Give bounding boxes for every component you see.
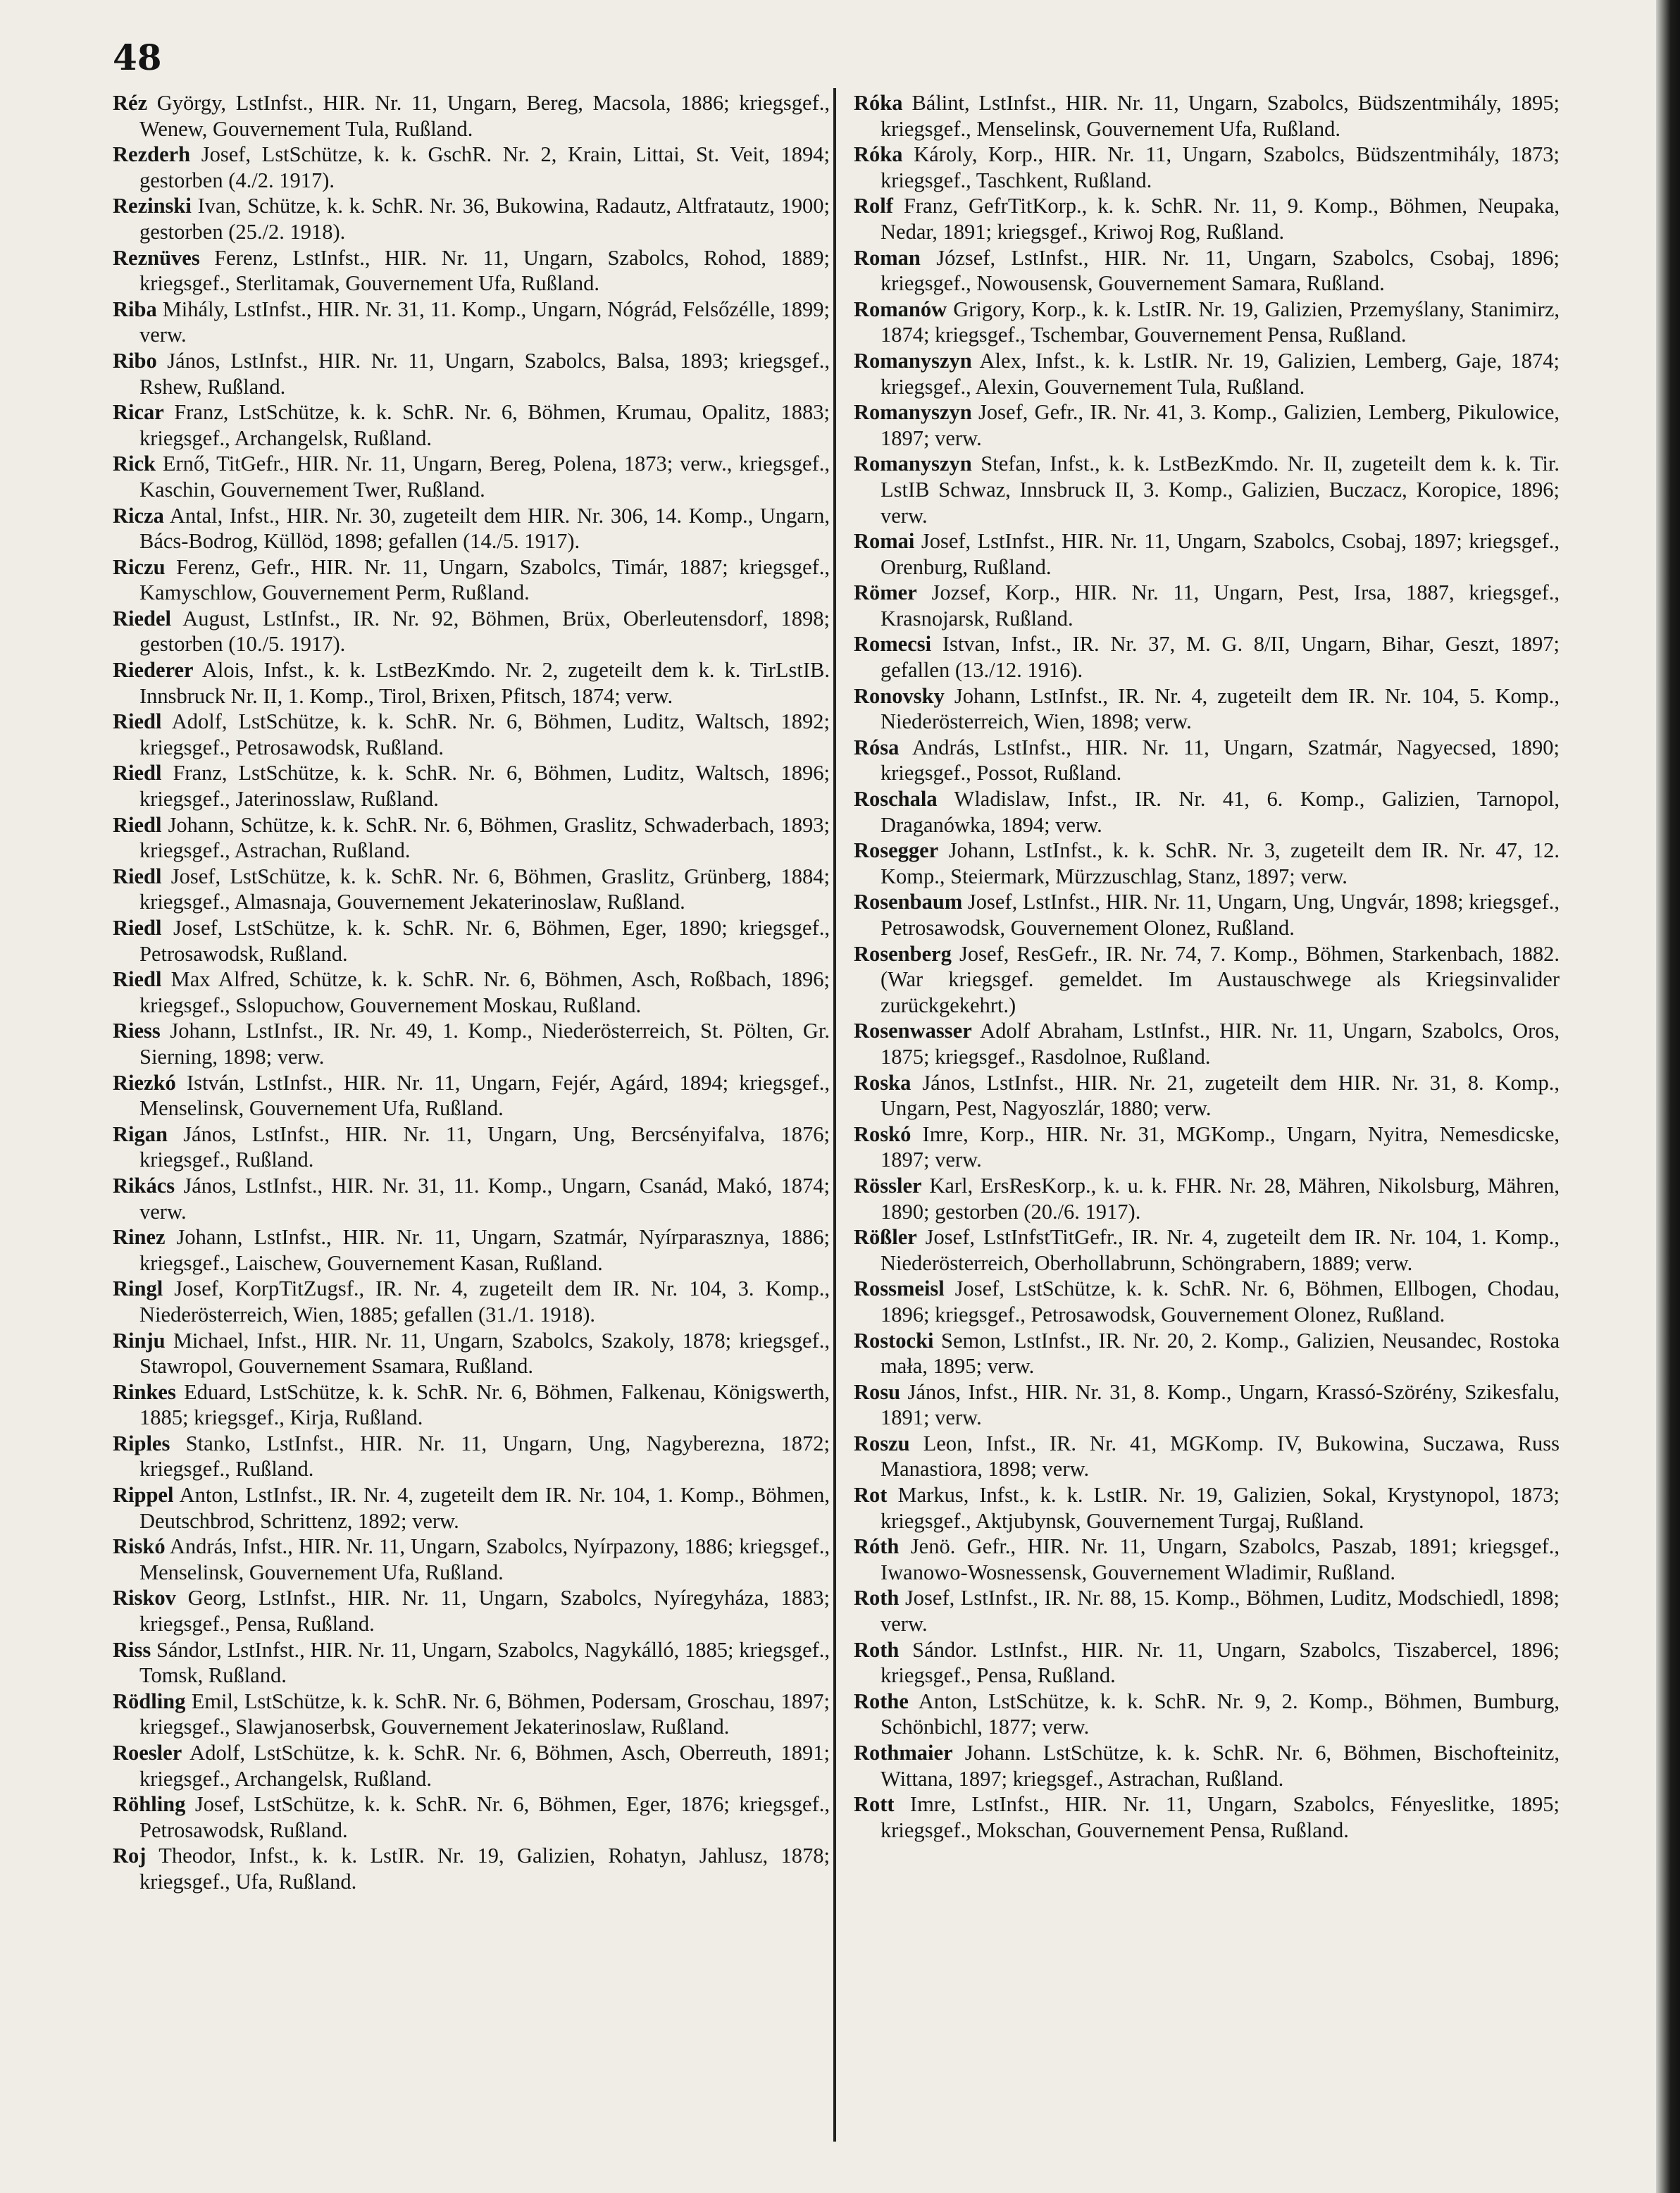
entry-details: András, Infst., HIR. Nr. 11, Ungarn, Szabolcs, Nyírpazony, 1886; kriegsgef., Menselinsk, Gouvernement Ufa, Rußland. (139, 1534, 830, 1584)
register-entry (113, 193, 830, 244)
register-entry (113, 864, 830, 915)
entry-details: Markus, Infst., k. k. LstIR. Nr. 19, Galizien, Sokal, Krystynopol, 1873; kriegsgef., Aktjubynsk, Gouvernement Turgaj, Rußland. (881, 1483, 1560, 1533)
register-entry (113, 1431, 830, 1482)
right-column (854, 90, 1560, 1843)
register-entry (113, 1843, 830, 1894)
entry-surname: Rigan (113, 1122, 168, 1146)
entry-surname: Riedl (113, 967, 162, 992)
entry-details: Imre, Korp., HIR. Nr. 31, MGKomp., Ungarn, Nyitra, Nemesdicske, 1897; verw. (881, 1122, 1560, 1172)
register-entry (113, 709, 830, 760)
entry-details: Josef, LstSchütze, k. k. SchR. Nr. 6, Böhmen, Eger, 1890; kriegsgef., Petrosawodsk, Rußland. (139, 916, 830, 966)
register-entry (854, 1018, 1560, 1069)
entry-details: Istvan, Infst., IR. Nr. 37, M. G. 8/II, Ungarn, Bihar, Geszt, 1897; gefallen (13./12. 1916). (881, 632, 1560, 683)
register-entry (113, 1585, 830, 1636)
entry-details: Johann, LstInfst., IR. Nr. 49, 1. Komp., Niederösterreich, St. Pölten, Gr. Sierning, 1898; verw. (139, 1019, 830, 1069)
register-entry (854, 838, 1560, 889)
entry-surname: Riczu (113, 554, 166, 579)
register-entry (113, 1070, 830, 1122)
entry-details: Josef, LstSchütze, k. k. SchR. Nr. 6, Böhmen, Ellbogen, Chodau, 1896; kriegsgef., Petrosawodsk, Gouvernement Olonez, Rußland. (881, 1276, 1560, 1327)
entry-surname: Riedl (113, 761, 162, 785)
entry-details: Jenö. Gefr., HIR. Nr. 11, Ungarn, Szabolcs, Paszab, 1891; kriegsgef., Iwanowo-Wosnessensk, Gouvernement Wladimir, Rußland. (881, 1534, 1560, 1584)
entry-surname: Reznüves (113, 245, 200, 270)
entry-details: Ernő, TitGefr., HIR. Nr. 11, Ungarn, Bereg, Polena, 1873; verw., kriegsgef., Kaschin, Gouvernement Twer, Rußland. (139, 452, 830, 502)
entry-surname: Rezinski (113, 194, 192, 218)
entry-details: Ferenz, Gefr., HIR. Nr. 11, Ungarn, Szabolcs, Timár, 1887; kriegsgef., Kamyschlow, Gouvernement Perm, Rußland. (139, 554, 830, 605)
entry-surname: Riess (113, 1019, 161, 1043)
register-entry (854, 451, 1560, 528)
register-entry (113, 297, 830, 348)
entry-surname: Ringl (113, 1276, 163, 1301)
entry-details: Anton, LstSchütze, k. k. SchR. Nr. 9, 2. Komp., Böhmen, Bumburg, Schönbichl, 1877; verw. (881, 1689, 1560, 1739)
entry-details: Ivan, Schütze, k. k. SchR. Nr. 36, Bukowina, Radautz, Altfratautz, 1900; gestorben (25./2. 1918). (139, 194, 830, 244)
entry-surname: Riederer (113, 658, 194, 683)
entry-surname: Romanyszyn (854, 348, 972, 373)
register-entry (113, 1379, 830, 1431)
entry-details: Mihály, LstInfst., HIR. Nr. 31, 11. Komp., Ungarn, Nógrád, Felsőzélle, 1899; verw. (139, 297, 830, 347)
entry-details: József, LstInfst., HIR. Nr. 11, Ungarn, Szabolcs, Csobaj, 1896; kriegsgef., Nowousensk, Gouvernement Samara, Rußland. (881, 245, 1560, 296)
entry-details: Stefan, Infst., k. k. LstBezKmdo. Nr. II, zugeteilt dem k. k. Tir. LstIB Schwaz, Innsbruck II, 3. Komp., Galizien, Buczacz, Koropice, 1896; verw. (881, 452, 1560, 528)
register-entry (854, 1482, 1560, 1534)
register-entry (854, 786, 1560, 838)
register-entry (854, 889, 1560, 940)
entry-surname: Rinju (113, 1328, 166, 1353)
entry-surname: Rosegger (854, 838, 939, 863)
register-entry (854, 528, 1560, 580)
entry-surname: Rössler (854, 1173, 922, 1198)
entry-surname: Romanów (854, 297, 947, 321)
entry-details: Josef, LstSchütze, k. k. GschR. Nr. 2, Krain, Littai, St. Veit, 1894; gestorben (4./2. 1917). (139, 142, 830, 192)
entry-details: Josef, LstSchütze, k. k. SchR. Nr. 6, Böhmen, Eger, 1876; kriegsgef., Petrosawodsk, Rußland. (139, 1792, 830, 1842)
register-entry (854, 1585, 1560, 1636)
entry-details: István, LstInfst., HIR. Nr. 11, Ungarn, Fejér, Agárd, 1894; kriegsgef., Menselinsk, Gouvernement Ufa, Rußland. (139, 1070, 830, 1121)
register-entry (113, 1689, 830, 1740)
entry-details: Eduard, LstSchütze, k. k. SchR. Nr. 6, Böhmen, Falkenau, Königswerth, 1885; kriegsgef., Kirja, Rußland. (139, 1379, 830, 1430)
register-entry (854, 631, 1560, 683)
entry-details: Károly, Korp., HIR. Nr. 11, Ungarn, Szabolcs, Büdszentmihály, 1873; kriegsgef., Taschkent, Rußland. (881, 142, 1560, 192)
entry-details: Jozsef, Korp., HIR. Nr. 11, Ungarn, Pest, Irsa, 1887, kriegsgef., Krasnojarsk, Rußland. (881, 580, 1560, 630)
register-entry (113, 348, 830, 399)
register-entry (854, 580, 1560, 631)
entry-details: Johann, LstInfst., IR. Nr. 4, zugeteilt dem IR. Nr. 104, 5. Komp., Niederösterreich, Wien, 1898; verw. (881, 683, 1560, 734)
entry-surname: Riskov (113, 1586, 176, 1610)
entry-details: Ferenz, LstInfst., HIR. Nr. 11, Ungarn, Szabolcs, Rohod, 1889; kriegsgef., Sterlitamak, Gouvernement Ufa, Rußland. (139, 245, 830, 296)
register-entry (113, 451, 830, 502)
entry-surname: Ronovsky (854, 683, 945, 708)
entry-details: Max Alfred, Schütze, k. k. SchR. Nr. 6, Böhmen, Asch, Roßbach, 1896; kriegsgef., Sslopuchow, Gouvernement Moskau, Rußland. (139, 967, 830, 1017)
entry-surname: Ribo (113, 348, 157, 373)
entry-surname: Roj (113, 1844, 147, 1868)
entry-surname: Róka (854, 91, 903, 115)
entry-surname: Riskó (113, 1534, 166, 1559)
entry-details: Stanko, LstInfst., HIR. Nr. 11, Ungarn, Ung, Nagyberezna, 1872; kriegsgef., Rußland. (139, 1431, 830, 1481)
register-entry (854, 193, 1560, 244)
left-column (113, 90, 830, 1895)
entry-details: Josef, LstInfstTitGefr., IR. Nr. 4, zugeteilt dem IR. Nr. 104, 1. Komp., Niederösterreich, Oberhollabrunn, Schöngrabern, 1889; verw. (881, 1225, 1560, 1275)
register-entry (113, 606, 830, 657)
entry-details: Adolf, LstSchütze, k. k. SchR. Nr. 6, Böhmen, Asch, Oberreuth, 1891; kriegsgef., Archangelsk, Rußland. (139, 1741, 830, 1791)
register-entry (854, 90, 1560, 142)
entry-surname: Romanyszyn (854, 400, 972, 425)
entry-details: Franz, GefrTitKorp., k. k. SchR. Nr. 11, 9. Komp., Böhmen, Neupaka, Nedar, 1891; kriegsgef., Kriwoj Rog, Rußland. (881, 194, 1560, 244)
entry-details: Anton, LstInfst., IR. Nr. 4, zugeteilt dem IR. Nr. 104, 1. Komp., Böhmen, Deutschbrod, Schrittenz, 1892; verw. (139, 1483, 830, 1533)
register-entry (854, 1740, 1560, 1791)
register-entry (113, 90, 830, 142)
entry-surname: Rot (854, 1483, 888, 1508)
entry-surname: Rödling (113, 1689, 186, 1713)
entry-details: Leon, Infst., IR. Nr. 41, MGKomp. IV, Bukowina, Suczawa, Russ Manastiora, 1898; verw. (881, 1431, 1560, 1481)
entry-surname: Rothe (854, 1689, 909, 1713)
entry-surname: Riss (113, 1637, 151, 1662)
entry-details: János, LstInfst., HIR. Nr. 11, Ungarn, Szabolcs, Balsa, 1893; kriegsgef., Rshew, Rußland. (139, 348, 830, 399)
entry-details: Michael, Infst., HIR. Nr. 11, Ungarn, Szabolcs, Szakoly, 1878; kriegsgef., Stawropol, Gouvernement Ssamara, Rußland. (139, 1328, 830, 1379)
page-edge-shadow (1656, 0, 1680, 2193)
entry-surname: Rinkes (113, 1379, 176, 1404)
register-entry (113, 967, 830, 1018)
register-entry (854, 1637, 1560, 1689)
register-entry (854, 1276, 1560, 1327)
register-entry (854, 941, 1560, 1019)
register-entry (854, 1534, 1560, 1585)
entry-surname: Rosenberg (854, 941, 952, 966)
entry-surname: Roth (854, 1586, 900, 1610)
entry-surname: Rick (113, 452, 156, 476)
entry-surname: Rósa (854, 735, 900, 759)
entry-details: János, LstInfst., HIR. Nr. 11, Ungarn, Ung, Bercsényifalva, 1876; kriegsgef., Rußland. (139, 1122, 830, 1172)
entry-surname: Roman (854, 245, 921, 270)
entry-details: Josef, Gefr., IR. Nr. 41, 3. Komp., Galizien, Lemberg, Pikulowice, 1897; verw. (881, 400, 1560, 450)
entry-surname: Röhling (113, 1792, 186, 1817)
register-entry (854, 1224, 1560, 1276)
entry-details: Theodor, Infst., k. k. LstIR. Nr. 19, Galizien, Rohatyn, Jahlusz, 1878; kriegsgef., Ufa, Rußland. (139, 1844, 830, 1894)
register-entry (854, 245, 1560, 297)
entry-surname: Rezderh (113, 142, 191, 167)
register-entry (113, 1328, 830, 1379)
register-entry (854, 735, 1560, 786)
column-divider (833, 88, 836, 2142)
entry-details: Franz, LstSchütze, k. k. SchR. Nr. 6, Böhmen, Luditz, Waltsch, 1896; kriegsgef., Jaterinosslaw, Rußland. (139, 761, 830, 812)
entry-surname: Rosenbaum (854, 890, 963, 914)
entry-details: August, LstInfst., IR. Nr. 92, Böhmen, Brüx, Oberleutensdorf, 1898; gestorben (10./5. 1917). (139, 606, 830, 657)
register-entry (113, 1224, 830, 1276)
entry-details: Josef, ResGefr., IR. Nr. 74, 7. Komp., Böhmen, Starkenbach, 1882. (War kriegsgef. gemeldet. Im Austauschwege als Kriegsinvalider zurückgekehrt.) (881, 941, 1560, 1017)
entry-details: Franz, LstSchütze, k. k. SchR. Nr. 6, Böhmen, Krumau, Opalitz, 1883; kriegsgef., Archangelsk, Rußland. (139, 400, 830, 450)
register-entry (854, 1791, 1560, 1843)
entry-details: Sándor, LstInfst., HIR. Nr. 11, Ungarn, Szabolcs, Nagykálló, 1885; kriegsgef., Tomsk, Rußland. (139, 1637, 830, 1688)
register-entry (113, 812, 830, 864)
register-entry (113, 657, 830, 709)
entry-surname: Rolf (854, 194, 893, 218)
entry-details: Josef, LstInfst., HIR. Nr. 11, Ungarn, Szabolcs, Csobaj, 1897; kriegsgef., Orenburg, Rußland. (881, 529, 1560, 579)
entry-surname: Rosenwasser (854, 1019, 972, 1043)
register-entry (854, 1328, 1560, 1379)
entry-details: Sándor. LstInfst., HIR. Nr. 11, Ungarn, Szabolcs, Tiszabercel, 1896; kriegsgef., Pensa, Rußland. (881, 1637, 1560, 1688)
entry-details: Josef, LstSchütze, k. k. SchR. Nr. 6, Böhmen, Graslitz, Grünberg, 1884; kriegsgef., Almasnaja, Gouvernement Jekaterinoslaw, Rußland. (139, 864, 830, 914)
entry-surname: Rott (854, 1792, 895, 1817)
register-entry (113, 1276, 830, 1327)
entry-details: András, LstInfst., HIR. Nr. 11, Ungarn, Szatmár, Nagyecsed, 1890; kriegsgef., Possot, Rußland. (881, 735, 1560, 785)
register-entry (113, 1637, 830, 1689)
register-entry (854, 1122, 1560, 1173)
register-entry (854, 399, 1560, 451)
entry-surname: Romecsi (854, 632, 932, 657)
register-entry (854, 683, 1560, 735)
entry-details: Alois, Infst., k. k. LstBezKmdo. Nr. 2, zugeteilt dem k. k. TirLstIB. Innsbruck Nr. II, 1. Komp., Tirol, Brixen, Pfitsch, 1874; verw. (139, 658, 830, 708)
entry-details: Johann, LstInfst., k. k. SchR. Nr. 3, zugeteilt dem IR. Nr. 47, 12. Komp., Steiermark, Mürzzuschlag, Stanz, 1897; verw. (881, 838, 1560, 888)
entry-details: Bálint, LstInfst., HIR. Nr. 11, Ungarn, Szabolcs, Büdszentmihály, 1895; kriegsgef., Menselinsk, Gouvernement Ufa, Rußland. (881, 91, 1560, 141)
entry-surname: Roth (854, 1637, 900, 1662)
entry-surname: Rößler (854, 1225, 917, 1250)
register-entry (113, 1173, 830, 1224)
entry-details: Josef, KorpTitZugsf., IR. Nr. 4, zugeteilt dem IR. Nr. 104, 3. Komp., Niederösterreich, Wien, 1885; gefallen (31./1. 1918). (139, 1276, 830, 1327)
entry-surname: Riedl (113, 864, 162, 888)
register-entry (113, 142, 830, 193)
entry-details: Grigory, Korp., k. k. LstIR. Nr. 19, Galizien, Przemyślany, Stanimirz, 1874; kriegsgef., Tschembar, Gouvernement Pensa, Rußland. (881, 297, 1560, 347)
entry-surname: Römer (854, 580, 917, 605)
register-entry (113, 1482, 830, 1534)
entry-surname: Riezkó (113, 1070, 176, 1095)
entry-surname: Ricza (113, 503, 164, 528)
register-entry (113, 760, 830, 812)
entry-details: Josef, LstInfst., IR. Nr. 88, 15. Komp., Böhmen, Luditz, Modschiedl, 1898; verw. (881, 1586, 1560, 1636)
entry-surname: Rikács (113, 1173, 175, 1198)
register-entry (854, 297, 1560, 348)
entry-details: Johann, LstInfst., HIR. Nr. 11, Ungarn, Szatmár, Nyírparasznya, 1886; kriegsgef., Laischew, Gouvernement Kasan, Rußland. (139, 1225, 830, 1275)
entry-surname: Rinez (113, 1225, 166, 1250)
entry-details: Karl, ErsResKorp., k. u. k. FHR. Nr. 28, Mähren, Nikolsburg, Mähren, 1890; gestorben (20./6. 1917). (881, 1173, 1560, 1224)
register-entry (113, 554, 830, 606)
entry-surname: Roesler (113, 1741, 182, 1765)
entry-details: György, LstInfst., HIR. Nr. 11, Ungarn, Bereg, Macsola, 1886; kriegsgef., Wenew, Gouvernement Tula, Rußland. (139, 91, 830, 141)
entry-details: Wladislaw, Infst., IR. Nr. 41, 6. Komp., Galizien, Tarnopol, Draganówka, 1894; verw. (881, 787, 1560, 837)
entry-details: Alex, Infst., k. k. LstIR. Nr. 19, Galizien, Lemberg, Gaje, 1874; kriegsgef., Alexin, Gouvernement Tula, Rußland. (881, 348, 1560, 399)
register-entry (113, 1018, 830, 1069)
entry-details: Antal, Infst., HIR. Nr. 30, zugeteilt dem HIR. Nr. 306, 14. Komp., Ungarn, Bács-Bodrog, Küllöd, 1898; gefallen (14./5. 1917). (139, 503, 830, 554)
entry-surname: Riedl (113, 916, 162, 940)
entry-surname: Roskó (854, 1122, 911, 1146)
register-entry (854, 1379, 1560, 1431)
entry-surname: Roszu (854, 1431, 910, 1455)
register-entry (113, 399, 830, 451)
entry-surname: Ricar (113, 400, 164, 425)
entry-details: Semon, LstInfst., IR. Nr. 20, 2. Komp., Galizien, Neusandec, Rostoka mała, 1895; verw. (881, 1328, 1560, 1379)
entry-surname: Riedl (113, 812, 162, 837)
entry-details: Adolf, LstSchütze, k. k. SchR. Nr. 6, Böhmen, Luditz, Waltsch, 1892; kriegsgef., Petrosawodsk, Rußland. (139, 709, 830, 759)
entry-surname: Rosu (854, 1379, 901, 1404)
entry-surname: Roschala (854, 787, 938, 812)
entry-details: Josef, LstInfst., HIR. Nr. 11, Ungarn, Ung, Ungvár, 1898; kriegsgef., Petrosawodsk, Gouvernement Olonez, Rußland. (881, 890, 1560, 940)
register-entry (113, 915, 830, 967)
register-entry (113, 1534, 830, 1585)
entry-surname: Roska (854, 1070, 911, 1095)
register-entry (854, 348, 1560, 399)
register-entry (854, 1431, 1560, 1482)
entry-surname: Rossmeisl (854, 1276, 945, 1301)
entry-surname: Riedl (113, 709, 162, 734)
entry-details: Adolf Abraham, LstInfst., HIR. Nr. 11, Ungarn, Szabolcs, Oros, 1875; kriegsgef., Rasdolnoe, Rußland. (881, 1019, 1560, 1069)
entry-details: Imre, LstInfst., HIR. Nr. 11, Ungarn, Szabolcs, Fényeslitke, 1895; kriegsgef., Mokschan, Gouvernement Pensa, Rußland. (881, 1792, 1560, 1842)
entry-details: János, LstInfst., HIR. Nr. 31, 11. Komp., Ungarn, Csanád, Makó, 1874; verw. (139, 1173, 830, 1224)
register-entry (113, 503, 830, 554)
entry-surname: Romanyszyn (854, 452, 972, 476)
entry-details: Georg, LstInfst., HIR. Nr. 11, Ungarn, Szabolcs, Nyíregyháza, 1883; kriegsgef., Pensa, Rußland. (139, 1586, 830, 1636)
register-entry (854, 1173, 1560, 1224)
entry-surname: Rostocki (854, 1328, 934, 1353)
register-entry (854, 1689, 1560, 1740)
entry-surname: Romai (854, 529, 915, 554)
entry-surname: Riples (113, 1431, 170, 1455)
register-entry (113, 245, 830, 297)
entry-surname: Róth (854, 1534, 900, 1559)
entry-details: Johann, Schütze, k. k. SchR. Nr. 6, Böhmen, Graslitz, Schwaderbach, 1893; kriegsgef., Astrachan, Rußland. (139, 812, 830, 863)
entry-surname: Rippel (113, 1483, 174, 1508)
entry-surname: Réz (113, 91, 148, 115)
entry-details: Emil, LstSchütze, k. k. SchR. Nr. 6, Böhmen, Podersam, Groschau, 1897; kriegsgef., Slawjanoserbsk, Gouvernement Jekaterinoslaw, Rußland. (139, 1689, 830, 1739)
page-number: 48 (113, 37, 162, 78)
register-entry (854, 142, 1560, 193)
entry-surname: Róka (854, 142, 903, 167)
entry-details: János, Infst., HIR. Nr. 31, 8. Komp., Ungarn, Krassó-Szörény, Szikesfalu, 1891; verw. (881, 1379, 1560, 1430)
register-entry (854, 1070, 1560, 1122)
register-entry (113, 1740, 830, 1791)
register-entry (113, 1122, 830, 1173)
entry-surname: Rothmaier (854, 1741, 953, 1765)
entry-details: János, LstInfst., HIR. Nr. 21, zugeteilt dem HIR. Nr. 31, 8. Komp., Ungarn, Pest, Nagyoszlár, 1880; verw. (881, 1070, 1560, 1121)
register-entry (113, 1791, 830, 1843)
entry-details: Johann. LstSchütze, k. k. SchR. Nr. 6, Böhmen, Bischofteinitz, Wittana, 1897; kriegsgef., Astrachan, Rußland. (881, 1741, 1560, 1791)
entry-surname: Riba (113, 297, 157, 321)
entry-surname: Riedel (113, 606, 172, 630)
